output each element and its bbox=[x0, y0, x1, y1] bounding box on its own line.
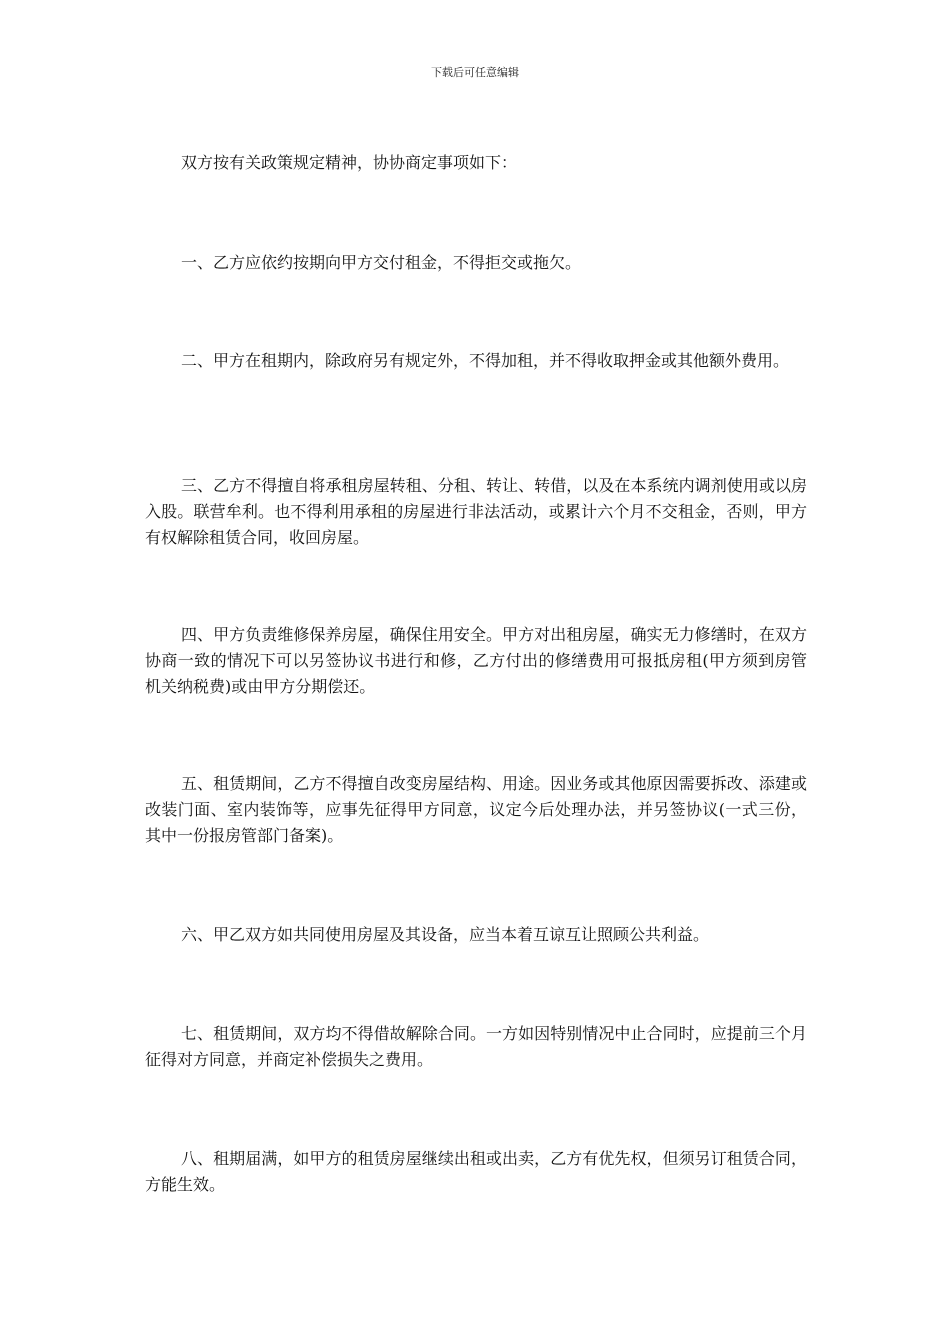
clause-8: 八、租期届满，如甲方的租赁房屋继续出租或出卖，乙方有优先权，但须另订租赁合同，方能生效。 bbox=[145, 1149, 807, 1194]
clause-4: 四、甲方负责维修保养房屋，确保住用安全。甲方对出租房屋，确实无力修缮时，在双方协商一致的情况下可以另签协议书进行和修，乙方付出的修缮费用可报抵房租(甲方须到房管机关纳税费)或由甲方分期偿还。 bbox=[145, 625, 807, 696]
clause-5: 五、租赁期间，乙方不得擅自改变房屋结构、用途。因业务或其他原因需要拆改、添建或改装门面、室内装饰等，应事先征得甲方同意，议定今后处理办法，并另签协议(一式三份，其中一份报房管部门备案)。 bbox=[145, 774, 807, 845]
clause-1: 一、乙方应依约按期向甲方交付租金，不得拒交或拖欠。 bbox=[181, 253, 582, 272]
clause-2: 二、甲方在租期内，除政府另有规定外，不得加租，并不得收取押金或其他额外费用。 bbox=[181, 351, 790, 370]
clause-7: 七、租赁期间，双方均不得借故解除合同。一方如因特别情况中止合同时，应提前三个月征得对方同意，并商定补偿损失之费用。 bbox=[145, 1024, 807, 1069]
clause-3: 三、乙方不得擅自将承租房屋转租、分租、转让、转借，以及在本系统内调剂使用或以房入股。联营牟利。也不得利用承租的房屋进行非法活动，或累计六个月不交租金，否则，甲方有权解除租赁合同，收回房屋。 bbox=[145, 476, 807, 547]
page-header: 下载后可任意编辑 bbox=[431, 66, 519, 79]
intro-paragraph: 双方按有关政策规定精神，协协商定事项如下： bbox=[181, 153, 518, 172]
clause-6: 六、甲乙双方如共同使用房屋及其设备，应当本着互谅互让照顾公共利益。 bbox=[181, 925, 710, 944]
